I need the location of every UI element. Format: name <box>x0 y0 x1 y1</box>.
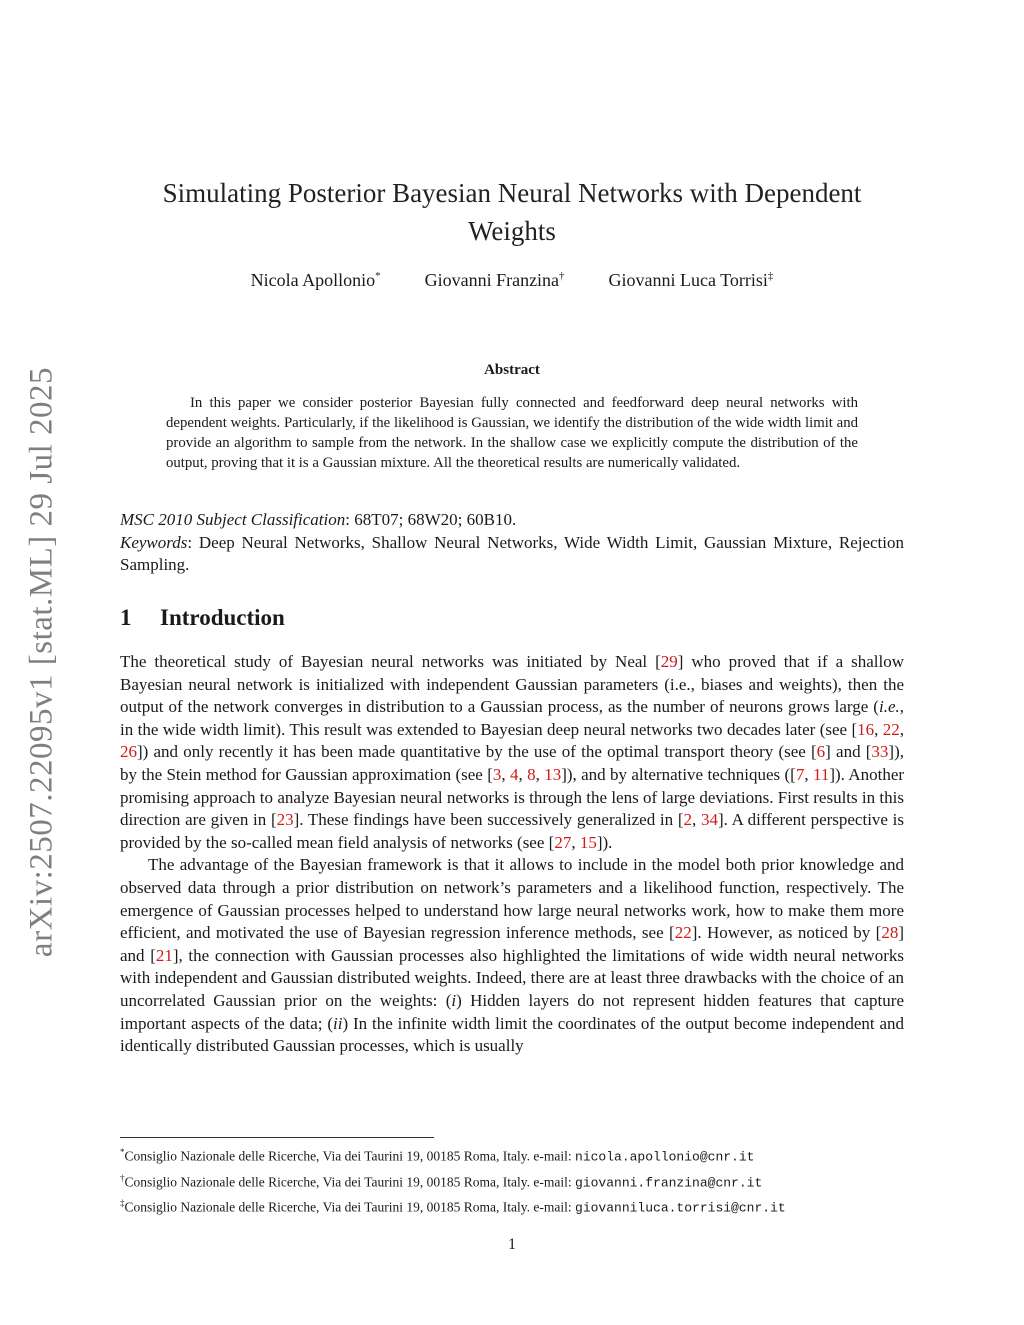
citation-link[interactable]: 13 <box>544 764 562 784</box>
citation-link[interactable]: 16 <box>857 719 875 739</box>
email-link[interactable]: giovanniluca.torrisi@cnr.it <box>575 1200 786 1216</box>
citation-link[interactable]: 23 <box>276 810 294 830</box>
paragraph: The theoretical study of Bayesian neural networks was initiated by Neal [29] who proved that if a shallow Bayesian neural network is initialized with independent Gaussian parameters (i.e., biases and weights), then the output of the network converges in distribution to a Gaussian process, as the number of neurons grows large (i.e., in the wide width limit). This result was extended to Bayesian deep neural networks two decades later (see [16, 22, 26]) and only recently it has been made quantitative by the use of the optimal transport theory (see [6] and [33]), by the Stein method for Gaussian approximation (see [3, 4, 8, 13]), and by alternative techniques ([7, 11]). Another promising approach to analyze Bayesian neural networks is through the lens of large deviations. First results in this direction are given in [23]. These findings have been successively generalized in [2, 34]. A different perspective is provided by the so-called mean field analysis of networks (see [27, 15]). <box>120 652 905 852</box>
citation-link[interactable]: 21 <box>155 945 173 965</box>
citation-link[interactable]: 2 <box>683 810 692 830</box>
section-title: Introduction <box>160 605 285 630</box>
author: Nicola Apollonio* <box>250 270 381 290</box>
citation-link[interactable]: 34 <box>700 810 718 830</box>
footnote: *Consiglio Nazionale delle Ricerche, Via dei Taurini 19, 00185 Roma, Italy. e-mail: nicola.apollonio@cnr.it <box>120 1147 755 1165</box>
citation-link[interactable]: 22 <box>882 719 900 739</box>
author: Giovanni Franzina† <box>424 270 565 290</box>
abstract-text: In this paper we consider posterior Bayesian fully connected and feedforward deep neural networks with dependent weights. Particularly, if the likelihood is Gaussian, we identify the distribution of the wide width limit and provide an algorithm to sample from the network. In the shallow case we explicitly compute the distribution of the output, proving that it is a Gaussian mixture. All the theoretical results are numerically validated. <box>166 395 858 471</box>
section-heading <box>120 605 285 631</box>
footnote: ‡Consiglio Nazionale delle Ricerche, Via dei Taurini 19, 00185 Roma, Italy. e-mail: giovanniluca.torrisi@cnr.it <box>120 1198 786 1216</box>
paper-title <box>120 174 904 250</box>
citation-link[interactable]: 3 <box>492 764 502 784</box>
citation-link[interactable]: 28 <box>881 923 899 943</box>
citation-link[interactable]: 29 <box>660 652 678 671</box>
citation-link[interactable]: 4 <box>509 764 519 784</box>
citation-link[interactable]: 33 <box>871 742 889 762</box>
title-line-2: Weights <box>468 216 556 246</box>
citation-link[interactable]: 15 <box>579 832 597 852</box>
paragraph: The advantage of the Bayesian framework is that it allows to include in the model both prior knowledge and observed data through a prior distribution on network’s parameters and a likelihood function, respectively. The emergence of Gaussian processes helped to understand how large neural networks work, how to make them more efficient, and motivated the use of Bayesian regression inference methods, see [22]. However, as noticed by [28] and [21], the connection with Gaussian processes also highlighted the limitations of wide width neural networks with independent and Gaussian distributed weights. Indeed, there are at least three drawbacks with the choice of an uncorrelated Gaussian prior on the weights: (i) Hidden layers do not represent hidden features that capture important aspects of the data; (ii) In the infinite width limit the coordinates of the output become independent and identically distributed Gaussian processes, which is usually <box>120 855 904 1056</box>
email-link[interactable]: giovanni.franzina@cnr.it <box>575 1175 763 1190</box>
introduction-body <box>120 651 904 1058</box>
classification-block <box>120 509 904 577</box>
keywords: Keywords: Deep Neural Networks, Shallow Neural Networks, Wide Width Limit, Gaussian Mixture, Rejection Sampling. <box>120 532 904 575</box>
citation-link[interactable]: 8 <box>527 764 536 784</box>
citation-link[interactable]: 22 <box>674 923 692 943</box>
footnote-separator <box>120 1137 434 1138</box>
page-number: 1 <box>508 1236 516 1253</box>
author-list <box>120 270 904 291</box>
citation-link[interactable]: 11 <box>812 764 830 784</box>
footnote: †Consiglio Nazionale delle Ricerche, Via dei Taurini 19, 00185 Roma, Italy. e-mail: giovanni.franzina@cnr.it <box>120 1172 763 1190</box>
author: Giovanni Luca Torrisi‡ <box>608 270 774 290</box>
arxiv-identifier: arXiv:2507.22095v1 [stat.ML] 29 Jul 2025 <box>23 366 60 958</box>
email-link[interactable]: nicola.apollonio@cnr.it <box>575 1149 755 1165</box>
footnotes <box>120 1142 904 1219</box>
section-number: 1 <box>120 605 132 630</box>
citation-link[interactable]: 6 <box>816 742 826 762</box>
citation-link[interactable]: 27 <box>554 832 572 852</box>
abstract-heading: Abstract <box>484 362 540 378</box>
citation-link[interactable]: 7 <box>795 764 805 784</box>
title-line-1: Simulating Posterior Bayesian Neural Networks with Dependent <box>162 178 862 208</box>
msc-classification: MSC 2010 Subject Classification: 68T07; 68W20; 60B10. <box>120 510 517 529</box>
citation-link[interactable]: 26 <box>120 742 137 762</box>
